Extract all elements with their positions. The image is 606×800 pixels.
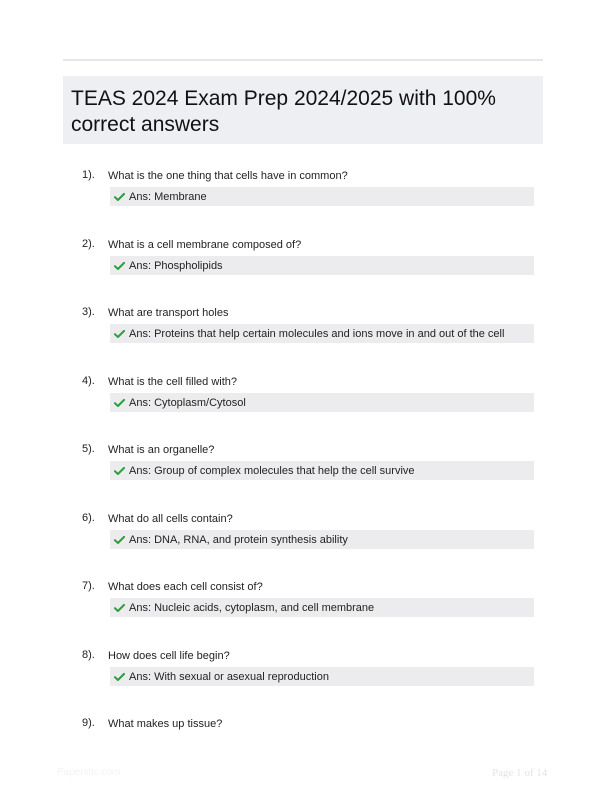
check-icon xyxy=(114,603,125,613)
answer-box xyxy=(110,393,534,412)
check-icon xyxy=(114,261,125,271)
question-number: 4). xyxy=(82,375,95,387)
top-divider xyxy=(63,59,543,61)
question-item-8 xyxy=(0,648,606,716)
check-icon xyxy=(114,398,125,408)
question-text: What is the cell filled with? xyxy=(108,376,237,388)
answer-text: Ans: With sexual or asexual reproduction xyxy=(129,670,329,683)
answer-box xyxy=(110,598,534,617)
question-text: What is the one thing that cells have in common? xyxy=(108,170,348,182)
answer-text: Ans: Group of complex molecules that help the cell survive xyxy=(129,464,415,477)
answer-box xyxy=(110,324,534,343)
question-number: 7). xyxy=(82,580,95,592)
question-item-5 xyxy=(0,442,606,510)
question-number: 1). xyxy=(82,169,95,181)
question-number: 3). xyxy=(82,306,95,318)
question-text: What does each cell consist of? xyxy=(108,581,263,593)
question-text: What is a cell membrane composed of? xyxy=(108,239,302,251)
page-indicator: Page 1 of 14 xyxy=(492,767,548,779)
check-icon xyxy=(114,329,125,339)
check-icon xyxy=(114,192,125,202)
answer-text: Ans: Nucleic acids, cytoplasm, and cell membrane xyxy=(129,601,375,614)
question-number: 8). xyxy=(82,649,95,661)
question-number: 9). xyxy=(82,717,95,729)
question-text: What do all cells contain? xyxy=(108,513,233,525)
question-item-2 xyxy=(0,237,606,305)
answer-box xyxy=(110,530,534,549)
question-item-4 xyxy=(0,374,606,442)
question-text: What are transport holes xyxy=(108,307,229,319)
footer-watermark: Paperstic.com xyxy=(57,767,121,778)
question-number: 6). xyxy=(82,512,95,524)
answer-box xyxy=(110,461,534,480)
question-text: What makes up tissue? xyxy=(108,718,223,730)
answer-text: Ans: Cytoplasm/Cytosol xyxy=(129,396,246,409)
answer-text: Ans: Membrane xyxy=(129,190,207,203)
question-item-1 xyxy=(0,168,606,236)
question-number: 2). xyxy=(82,238,95,250)
answer-text: Ans: Proteins that help certain molecules and ions move in and out of the cell xyxy=(129,327,505,340)
question-item-7 xyxy=(0,579,606,647)
question-item-6 xyxy=(0,511,606,579)
check-icon xyxy=(114,535,125,545)
answer-text: Ans: DNA, RNA, and protein synthesis ability xyxy=(129,533,348,546)
document-title: TEAS 2024 Exam Prep 2024/2025 with 100% correct answers xyxy=(71,87,496,136)
title-banner xyxy=(63,76,543,144)
check-icon xyxy=(114,466,125,476)
answer-text: Ans: Phospholipids xyxy=(129,259,223,272)
answer-box xyxy=(110,187,534,206)
answer-box xyxy=(110,667,534,686)
question-text: What is an organelle? xyxy=(108,444,215,456)
answer-box xyxy=(110,256,534,275)
question-text: How does cell life begin? xyxy=(108,650,230,662)
question-number: 5). xyxy=(82,443,95,455)
check-icon xyxy=(114,672,125,682)
question-item-3 xyxy=(0,305,606,373)
